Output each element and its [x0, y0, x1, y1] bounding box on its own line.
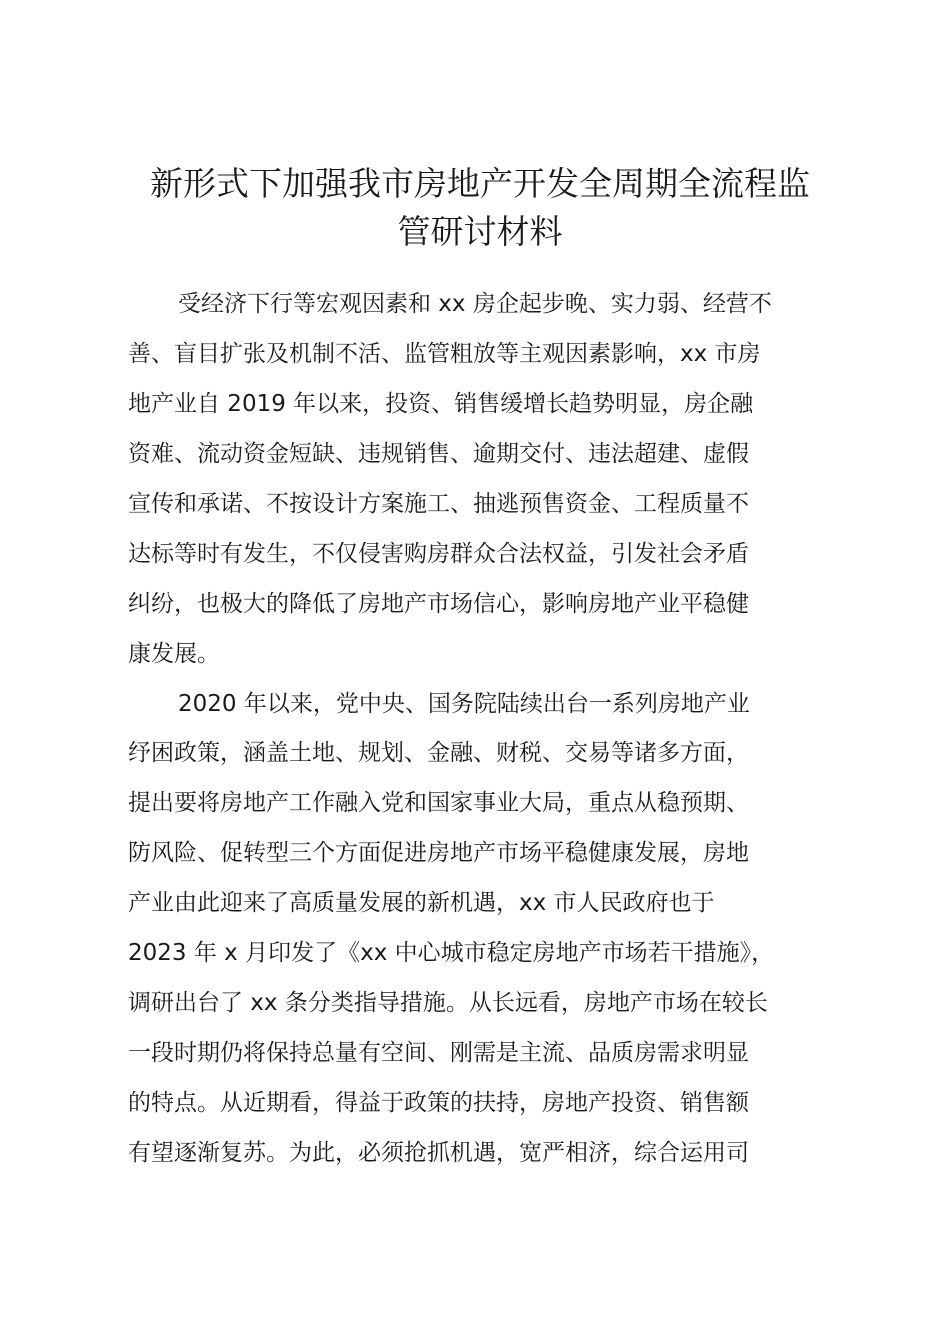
text-line: 防风险、促转型三个方面促进房地产市场平稳健康发展，房地 — [128, 840, 749, 867]
text-line: 地产业自 2019 年以来，投资、销售缓增长趋势明显，房企融 — [128, 390, 754, 417]
document-title — [120, 160, 840, 256]
document-body — [128, 280, 833, 1179]
text-line: 纾困政策，涵盖土地、规划、金融、财税、交易等诸多方面， — [128, 740, 749, 767]
text-line: 的特点。从近期看，得益于政策的扶持，房地产投资、销售额 — [128, 1090, 749, 1116]
text-line: 善、盲目扩张及机制不活、监管粗放等主观因素影响，xx 市房 — [128, 340, 761, 367]
text-line: 纠纷，也极大的降低了房地产市场信心，影响房地产业平稳健 — [128, 590, 749, 617]
title-line-2: 管研讨材料 — [397, 212, 563, 251]
text-line: 有望逐渐复苏。为此，必须抢抓机遇，宽严相济，综合运用司 — [128, 1139, 749, 1166]
title-line-1: 新形式下加强我市房地产开发全周期全流程监 — [150, 164, 810, 203]
text-line: 产业由此迎来了高质量发展的新机遇，xx 市人民政府也于 — [128, 890, 715, 917]
text-line: 一段时期仍将保持总量有空间、刚需是主流、品质房需求明显 — [128, 1040, 749, 1067]
paragraph-2 — [128, 680, 833, 1179]
text-line: 2020 年以来，党中央、国务院陆续出台一系列房地产业 — [178, 690, 750, 717]
text-line: 资难、流动资金短缺、违规销售、逾期交付、违法超建、虚假 — [128, 440, 749, 467]
paragraph-1 — [128, 280, 833, 680]
text-line: 达标等时有发生，不仅侵害购房群众合法权益，引发社会矛盾 — [128, 540, 749, 567]
text-line: 2023 年 x 月印发了《xx 中心城市稳定房地产市场若干措施》， — [128, 940, 775, 967]
text-line: 受经济下行等宏观因素和 xx 房企起步晚、实力弱、经营不 — [178, 291, 772, 317]
text-line: 宣传和承诺、不按设计方案施工、抽逃预售资金、工程质量不 — [128, 490, 749, 517]
text-line: 康发展。 — [128, 640, 220, 667]
text-line: 调研出台了 xx 条分类指导措施。从长远看，房地产市场在较长 — [128, 990, 768, 1017]
text-line: 提出要将房地产工作融入党和国家事业大局，重点从稳预期、 — [128, 790, 749, 817]
